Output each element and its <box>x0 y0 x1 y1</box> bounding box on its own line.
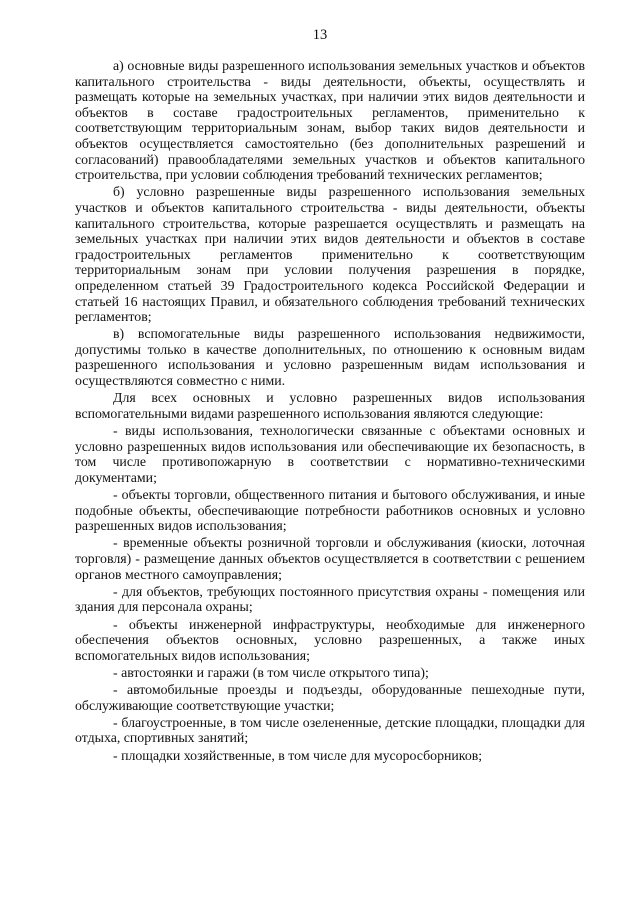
document-body <box>75 58 585 765</box>
paragraph-auxiliary-intro: Для всех основных и условно разрешенных видов использования вспомогательными видами разрешенного использования являются следующие: <box>75 390 585 421</box>
list-item-utility-areas: - площадки хозяйственные, в том числе для мусоросборников; <box>113 747 483 763</box>
list-item-temporary-trade: - временные объекты розничной торговли и обслуживания (киоски, лоточная торговля) - размещение данных объектов осуществляется в соответствии с решением органов местного самоуправления; <box>75 535 585 582</box>
list-item-driveways: - автомобильные проезды и подъезды, оборудованные пешеходные пути, обслуживающие соответствующие участки; <box>75 682 585 713</box>
list-item-trade-services: - объекты торговли, общественного питания и бытового обслуживания, и иные подобные объекты, обеспечивающие потребности работников основных и условно разрешенных видов использования; <box>75 487 585 534</box>
page-number: 13 <box>312 27 328 43</box>
list-item-parking: - автостоянки и гаражи (в том числе открытого типа); <box>113 664 429 680</box>
paragraph-auxiliary-uses: в) вспомогательные виды разрешенного использования недвижимости, допустимы только в качестве дополнительных, по отношению к основным видам разрешенного использования и условно разрешенным видам использования и осуществляются совместно с ними. <box>75 326 585 389</box>
list-item-security: - для объектов, требующих постоянного присутствия охраны - помещения или здания для персонала охраны; <box>75 583 585 615</box>
list-item-engineering: - объекты инженерной инфраструктуры, необходимые для инженерного обеспечения объектов основных, условно разрешенных, а также иных вспомогательных видов использования; <box>75 616 585 663</box>
list-item-playgrounds: - благоустроенные, в том числе озелененные, детские площадки, площадки для отдыха, спортивных занятий; <box>75 714 585 746</box>
list-item-technological: - виды использования, технологически связанные с объектами основных и условно разрешенных видов использования или обеспечивающие их безопасность, в том числе противопожарную в соответствии с нормативно-техническими документами; <box>75 423 585 485</box>
paragraph-conditional-uses: б) условно разрешенные виды разрешенного использования земельных участков и объектов капитального строительства - виды деятельности, объекты капитального строительства, которые разрешается осуществлять и размещать на земельных участках при наличии этих видов деятельности и объектов в составе градостроительных регламентов применительно к соответствующим территориальным зонам при условии получения разрешения в порядке, определенном статьей 39 Градостроительного кодекса Российской Федерации и статьей 16 настоящих Правил, и обязательного соблюдения требований технических регламентов; <box>75 184 585 325</box>
paragraph-main-uses: а) основные виды разрешенного использования земельных участков и объектов капитального строительства - виды деятельности, объекты, осуществлять и размещать которые на земельных участках, при наличии этих видов деятельности и объектов в составе градостроительных регламентов, применительно к соответствующим территориальным зонам, выбор таких видов деятельности и объектов осуществляется самостоятельно (без дополнительных разрешений и согласований) правообладателями земельных участков и объектов капитального строительства, при условии соблюдения требований технических регламентов; <box>75 58 585 183</box>
